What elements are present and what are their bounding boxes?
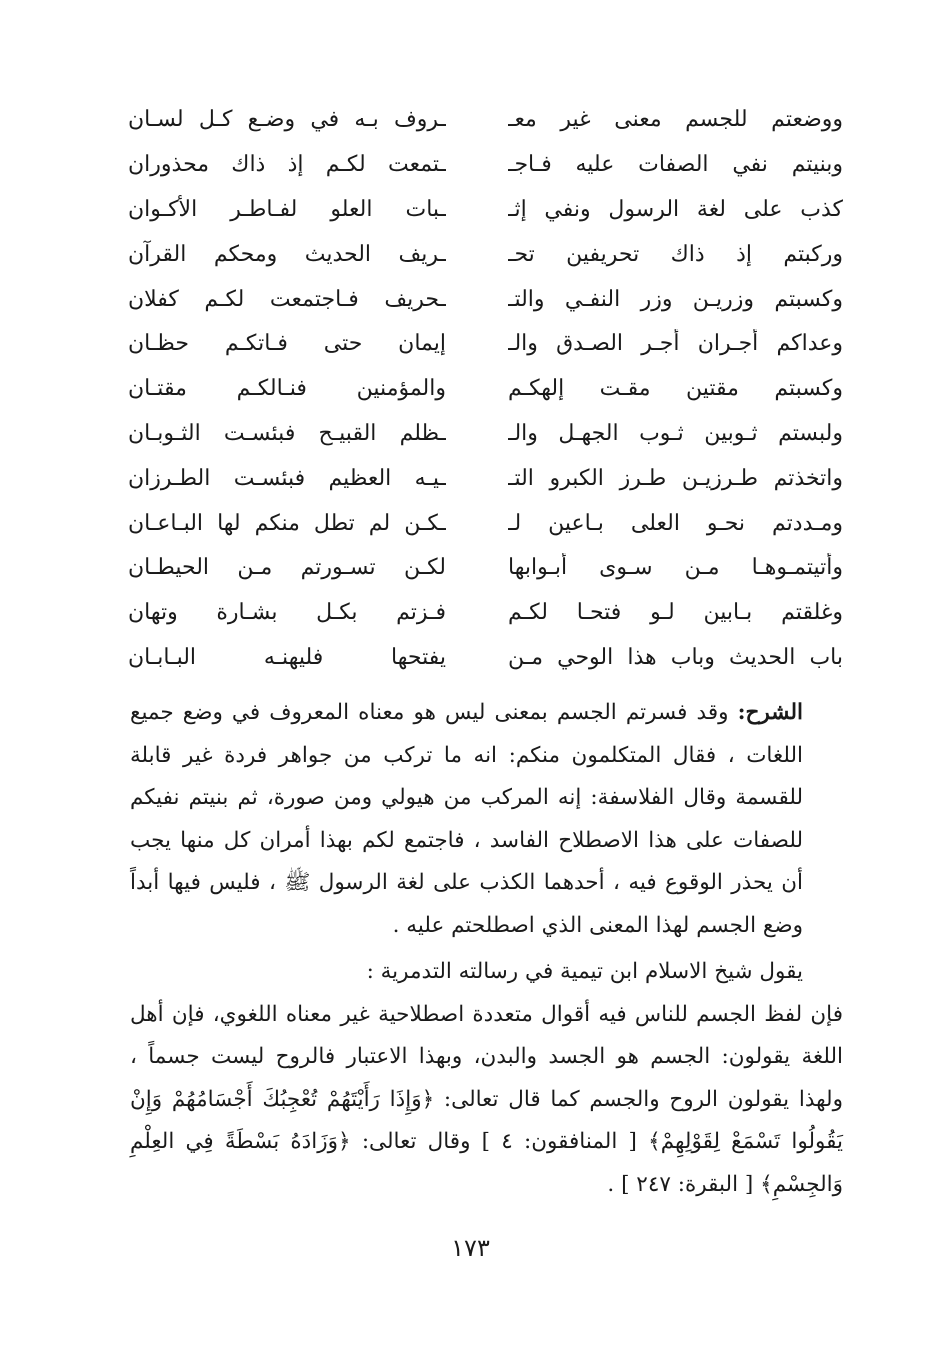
poem-verse <box>128 456 843 501</box>
poem-verse <box>128 143 843 188</box>
verse-first-hemistich: وكسبتم مقتين مقـت إلهكـم <box>508 376 843 402</box>
poem-verse <box>128 188 843 233</box>
verse-first-hemistich: وغلقتم بـابين لـو فتحـا لكـم <box>508 600 843 626</box>
poem-verse <box>128 98 843 143</box>
poem-verse <box>128 277 843 322</box>
quran-verse-2: ﴿وَزَادَهُ بَسْطَةً فِي العِلْمِ وَالجِسْمِ﴾ <box>130 1129 843 1197</box>
verse-first-hemistich: ولبستم ثـوبين ثـوب الجهـل والـ <box>508 420 843 446</box>
page-number: ١٧٣ <box>451 1234 490 1262</box>
verse-first-hemistich: واتخذتم طـرزيـن طـرز الكبرو التـ <box>508 465 843 491</box>
verse-second-hemistich: إيمان حتى فـاتكـم حظـان <box>128 331 446 357</box>
poem-verse <box>128 501 843 546</box>
commentary-heading: الشرح: <box>737 700 803 725</box>
verse-second-hemistich: ـظلم القبيـح فبئسـت الثـوبـان <box>128 420 446 446</box>
verse-second-hemistich: ـروف بـه في وضـع كـل لسـان <box>128 107 446 133</box>
poem-verse <box>128 367 843 412</box>
poem-verse <box>128 636 843 681</box>
poem-block <box>128 98 843 680</box>
verse-second-hemistich: يفتحها فليهنـه البـابـان <box>128 644 446 670</box>
poem-verse <box>128 322 843 367</box>
citation-text-1: فإن لفظ الجسم للناس فيه أقوال متعددة اصطلاحية غير معناه اللغوي، فإن أهل اللغة يقولون: الجسم هو الجسد والبدن، وبهذا الاعتبار فالروح ليست جسماً ، ولهذا يقولون الروح والجسم كما قال تعالى: <box>130 1001 843 1112</box>
poem-verse <box>128 412 843 457</box>
verse-first-hemistich: ووضعتم للجسم معنى غير معـ <box>508 107 843 133</box>
verse-first-hemistich: وأتيتمـوهـا مـن سـوى أبـوابها <box>508 555 843 581</box>
verse-first-hemistich: وكسبتم وزريـن وزر النفـي والتـ <box>508 286 843 312</box>
poem-verse <box>128 232 843 277</box>
citation-intro <box>130 951 843 994</box>
verse-first-hemistich: باب الحديث وباب هذا الوحي مـن <box>508 644 843 670</box>
verse-second-hemistich: ـحريف فـاجتمعت لكـم كفلان <box>128 286 446 312</box>
verse-first-hemistich: وبنيتم نفي الصفات عليه فـاجـ <box>508 152 843 178</box>
verse-first-hemistich: وعداكم أجـران أجـر الصـدق والـ <box>508 331 843 357</box>
verse-second-hemistich: ـبات العلو لفـاطـر الأكـوان <box>128 196 446 222</box>
commentary-text: وقد فسرتم الجسم بمعنى ليس هو معناه المعروف في وضع جميع اللغات ، فقال المتكلمون منكم: انه ما تركب من جواهر فردة غير قابلة للقسمة وقال الفلاسفة: إنه المركب من هيولي ومن صورة، ثم بنيتم نفيكم للصفات على هذا الاصطلاح الفاسد ، فاجتمع لكم بهذا أمران كل منها يجب أن يحذر الوقوع فيه ، أحدهما الكذب على لغة الرسول ﷺ ، فليس فيها أبداً وضع الجسم لهذا المعنى الذي اصطلحتم عليه . <box>130 700 803 938</box>
verse-second-hemistich: لكـن تسـورتم مـن الحيطـان <box>128 555 446 581</box>
verse-first-hemistich: ومـددتم نحـو العلى بـاعين لـ <box>508 510 843 536</box>
verse-first-hemistich: كذب على لغة الرسول ونفي إثـ <box>508 196 843 222</box>
verse-second-hemistich: ـيـه العظيم فبئسـت الطـرزان <box>128 465 446 491</box>
quran-reference-2: [ البقرة: ٢٤٧ ] . <box>607 1171 754 1197</box>
citation-paragraph <box>130 994 843 1207</box>
citation-text-2: وقال تعالى: <box>361 1129 471 1154</box>
prose-block <box>130 692 843 1206</box>
verse-first-hemistich: وركبتم إذ ذاك تحريفين تحـ <box>508 241 843 267</box>
verse-second-hemistich: فـزتم بكـل بشـارة وتهان <box>128 600 446 626</box>
quran-reference-1: [ المنافقون: ٤ ] <box>481 1129 637 1154</box>
citation-intro-text: يقول شيخ الاسلام ابن تيمية في رسالته التدمرية : <box>366 959 803 984</box>
verse-second-hemistich: ـريف الحديث ومحكم القرآن <box>128 241 446 267</box>
quran-verse-1: ﴿وَإِذَا رَأَيْتَهُمْ تُعْجِبُكَ أَجْسَامُهُمْ وَإِنْ يَقُولُوا تَسْمَعْ لِقَوْلِهِمْ﴾ <box>130 1086 844 1154</box>
verse-second-hemistich: ـكـن لم تطل منكم لها البـاعـان <box>128 510 446 536</box>
poem-verse <box>128 591 843 636</box>
verse-second-hemistich: والمؤمنين فنـالكـم مقتـان <box>128 376 446 402</box>
verse-second-hemistich: ـتمعت لكـم إذ ذاك محذوران <box>128 152 446 178</box>
poem-verse <box>128 546 843 591</box>
commentary-paragraph <box>130 692 843 947</box>
